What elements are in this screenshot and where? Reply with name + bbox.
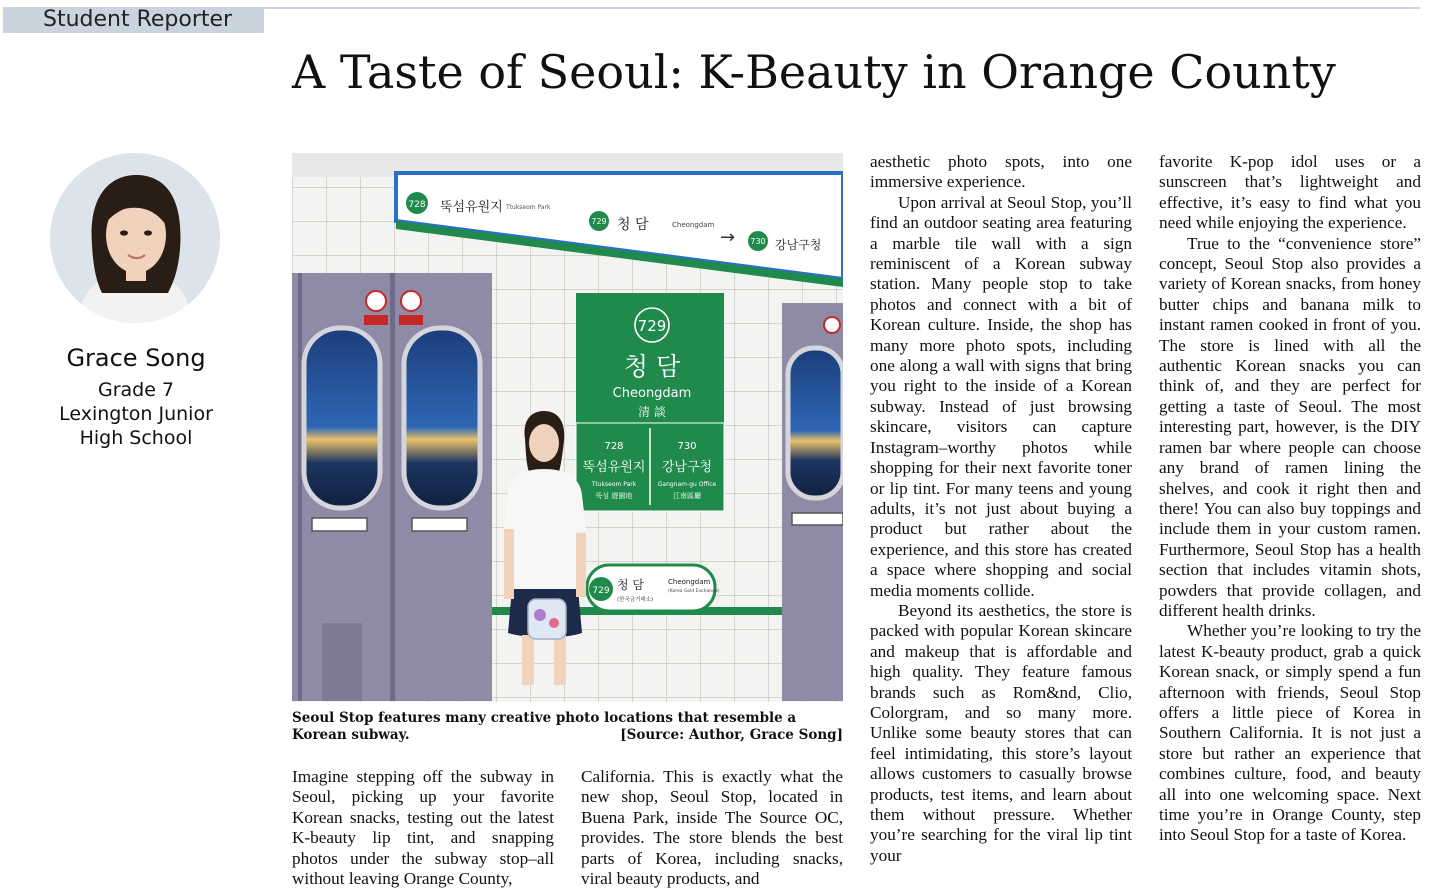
top-sign-num2: 729 (591, 217, 607, 226)
headline: A Taste of Seoul: K-Beauty in Orange County (292, 45, 1336, 99)
top-sign-num3: 730 (750, 237, 766, 246)
section-header (3, 7, 1420, 33)
top-sign-station1-en: Ttukseom Park (506, 204, 551, 211)
caption-source: [Source: Author, Grace Song] (620, 727, 843, 743)
small-sign-num: 729 (592, 586, 610, 596)
main-sign-right-en: Gangnam-gu Office (657, 481, 717, 488)
main-sign-cn: 清 談 (638, 405, 666, 419)
paragraph: California. This is exactly what the new shop, Seoul Stop, located in Buena Park, inside The Source OC, provides. The store blends the best parts of Korea, including snacks, viral beauty products, and (581, 767, 843, 889)
paragraph: Upon arrival at Seoul Stop, you’ll find an outdoor seating area featuring a marble tile wall with a sign reminiscent of a Korean subway station. Many people stop to take photos and connect with a bit of Korean culture. Inside, the shop has many more photo spots, including one along a wall with signs that bring you right to the inside of a Korean subway. Instead of just browsing skincare, visitors can capture Instagram–worthy photos while shopping for their next favorite toner or lip tint. For many teens and young adults, it’s not just about buying a product but rather about the experience, and this store has created a space where shopping and social media moments collide. (870, 192, 1132, 600)
author-avatar (50, 153, 220, 323)
right-subway-door (782, 303, 843, 701)
arrow-icon: → (720, 227, 736, 248)
subway-photo-illustration (292, 153, 843, 702)
section-tag: Student Reporter (3, 7, 264, 33)
author-grade: Grade 7 (97, 379, 175, 401)
photo-caption (292, 710, 843, 744)
main-sign-left-en: Ttukseom Park (591, 481, 637, 488)
paragraph: favorite K-pop idol uses or a sunscreen that’s lightweight and effective, it’s easy to find what you need while enjoying the experience. (1159, 152, 1421, 233)
top-sign-station2: 청 담 (617, 217, 649, 233)
top-sign-station2-en: Cheongdam (672, 221, 715, 229)
article-photo (292, 153, 843, 702)
article-column-3 (870, 152, 1132, 866)
article-column-4 (1159, 152, 1421, 846)
main-sign-right-num: 730 (677, 441, 697, 452)
small-station-sign (587, 565, 720, 611)
top-sign-station1: 뚝섬유원지 (440, 200, 503, 215)
paragraph: Imagine stepping off the subway in Seoul, picking up your favorite Korean snacks, testing out the latest K-beauty lip tint, and snapping photos under the subway stop–all without leaving Orange County, (292, 767, 554, 889)
author-name: Grace Song (66, 344, 206, 372)
main-sign-right-cn: 江南區廳 (673, 492, 701, 500)
top-sign-station3: 강남구청 (775, 238, 822, 252)
author-school-line2: High School (79, 427, 193, 449)
small-sign-kr: 청 담 (617, 578, 644, 592)
paragraph: aesthetic photo spots, into one immersive experience. (870, 152, 1132, 192)
caption-text: Seoul Stop features many creative photo locations that resemble a Korean subway. (292, 710, 797, 743)
author-school-line1: Lexington Junior (59, 403, 213, 425)
main-station-sign (576, 293, 724, 511)
paragraph: Beyond its aesthetics, the store is packed with popular Korean skincare and makeup that is affordable and high quality. They feature famous brands such as Rom&nd, Clio, Colorgram, and so many more. Unlike some beauty stores that can feel intimidating, this store’s layout allows customers to casually browse products, test items, and learn about them without pressure. Whether you’re searching for the viral lip tint your (870, 600, 1132, 865)
article-column-1 (292, 767, 554, 889)
left-subway-door (292, 273, 492, 701)
small-sign-en-sub: (Korea Gold Exchange) (668, 589, 720, 594)
author-portrait (50, 153, 220, 323)
main-sign-left-cn: 뚝섬 遊園地 (595, 492, 633, 500)
paragraph: True to the “convenience store” concept, Seoul Stop also provides a variety of Korean snacks, from honey butter chips and banana milk to instant ramen cooked in front of you. The store is lined with all the authentic Korean snacks you can think of, and they are perfect for getting a taste of Seoul. The most interesting part, however, is the DIY ramen bar where people can choose any brand of ramen lining the shelves, and cook it right then and there! You can also buy toppings and include them in your custom ramen. Furthermore, Seoul Stop has a health section that includes vitamin shots, powders that provide collagen, and different health drinks. (1159, 233, 1421, 620)
article-column-2 (581, 767, 843, 889)
small-sign-en: Cheongdam (668, 578, 711, 586)
main-sign-num: 729 (637, 317, 667, 335)
section-rule (264, 7, 1420, 9)
main-sign-kr: 청 담 (623, 352, 681, 381)
author-info (28, 342, 244, 450)
main-sign-left-kr: 뚝섬유원지 (582, 460, 646, 475)
small-sign-sub: (한국금거래소) (617, 597, 654, 603)
paragraph: Whether you’re looking to try the latest K-beauty product, grab a quick Korean snack, or simply spend a fun afternoon with friends, Seoul Stop offers a little piece of Korea in Southern California. It is not just a store but rather an experience that combines culture, food, and beauty all into one welcoming space. Next time you’re in Orange County, step into Seoul Stop for a taste of Korea. (1159, 621, 1421, 845)
main-sign-en: Cheongdam (612, 386, 692, 401)
main-sign-right-kr: 강남구청 (661, 460, 713, 475)
top-sign-num1: 728 (408, 200, 426, 210)
main-sign-left-num: 728 (604, 441, 624, 452)
